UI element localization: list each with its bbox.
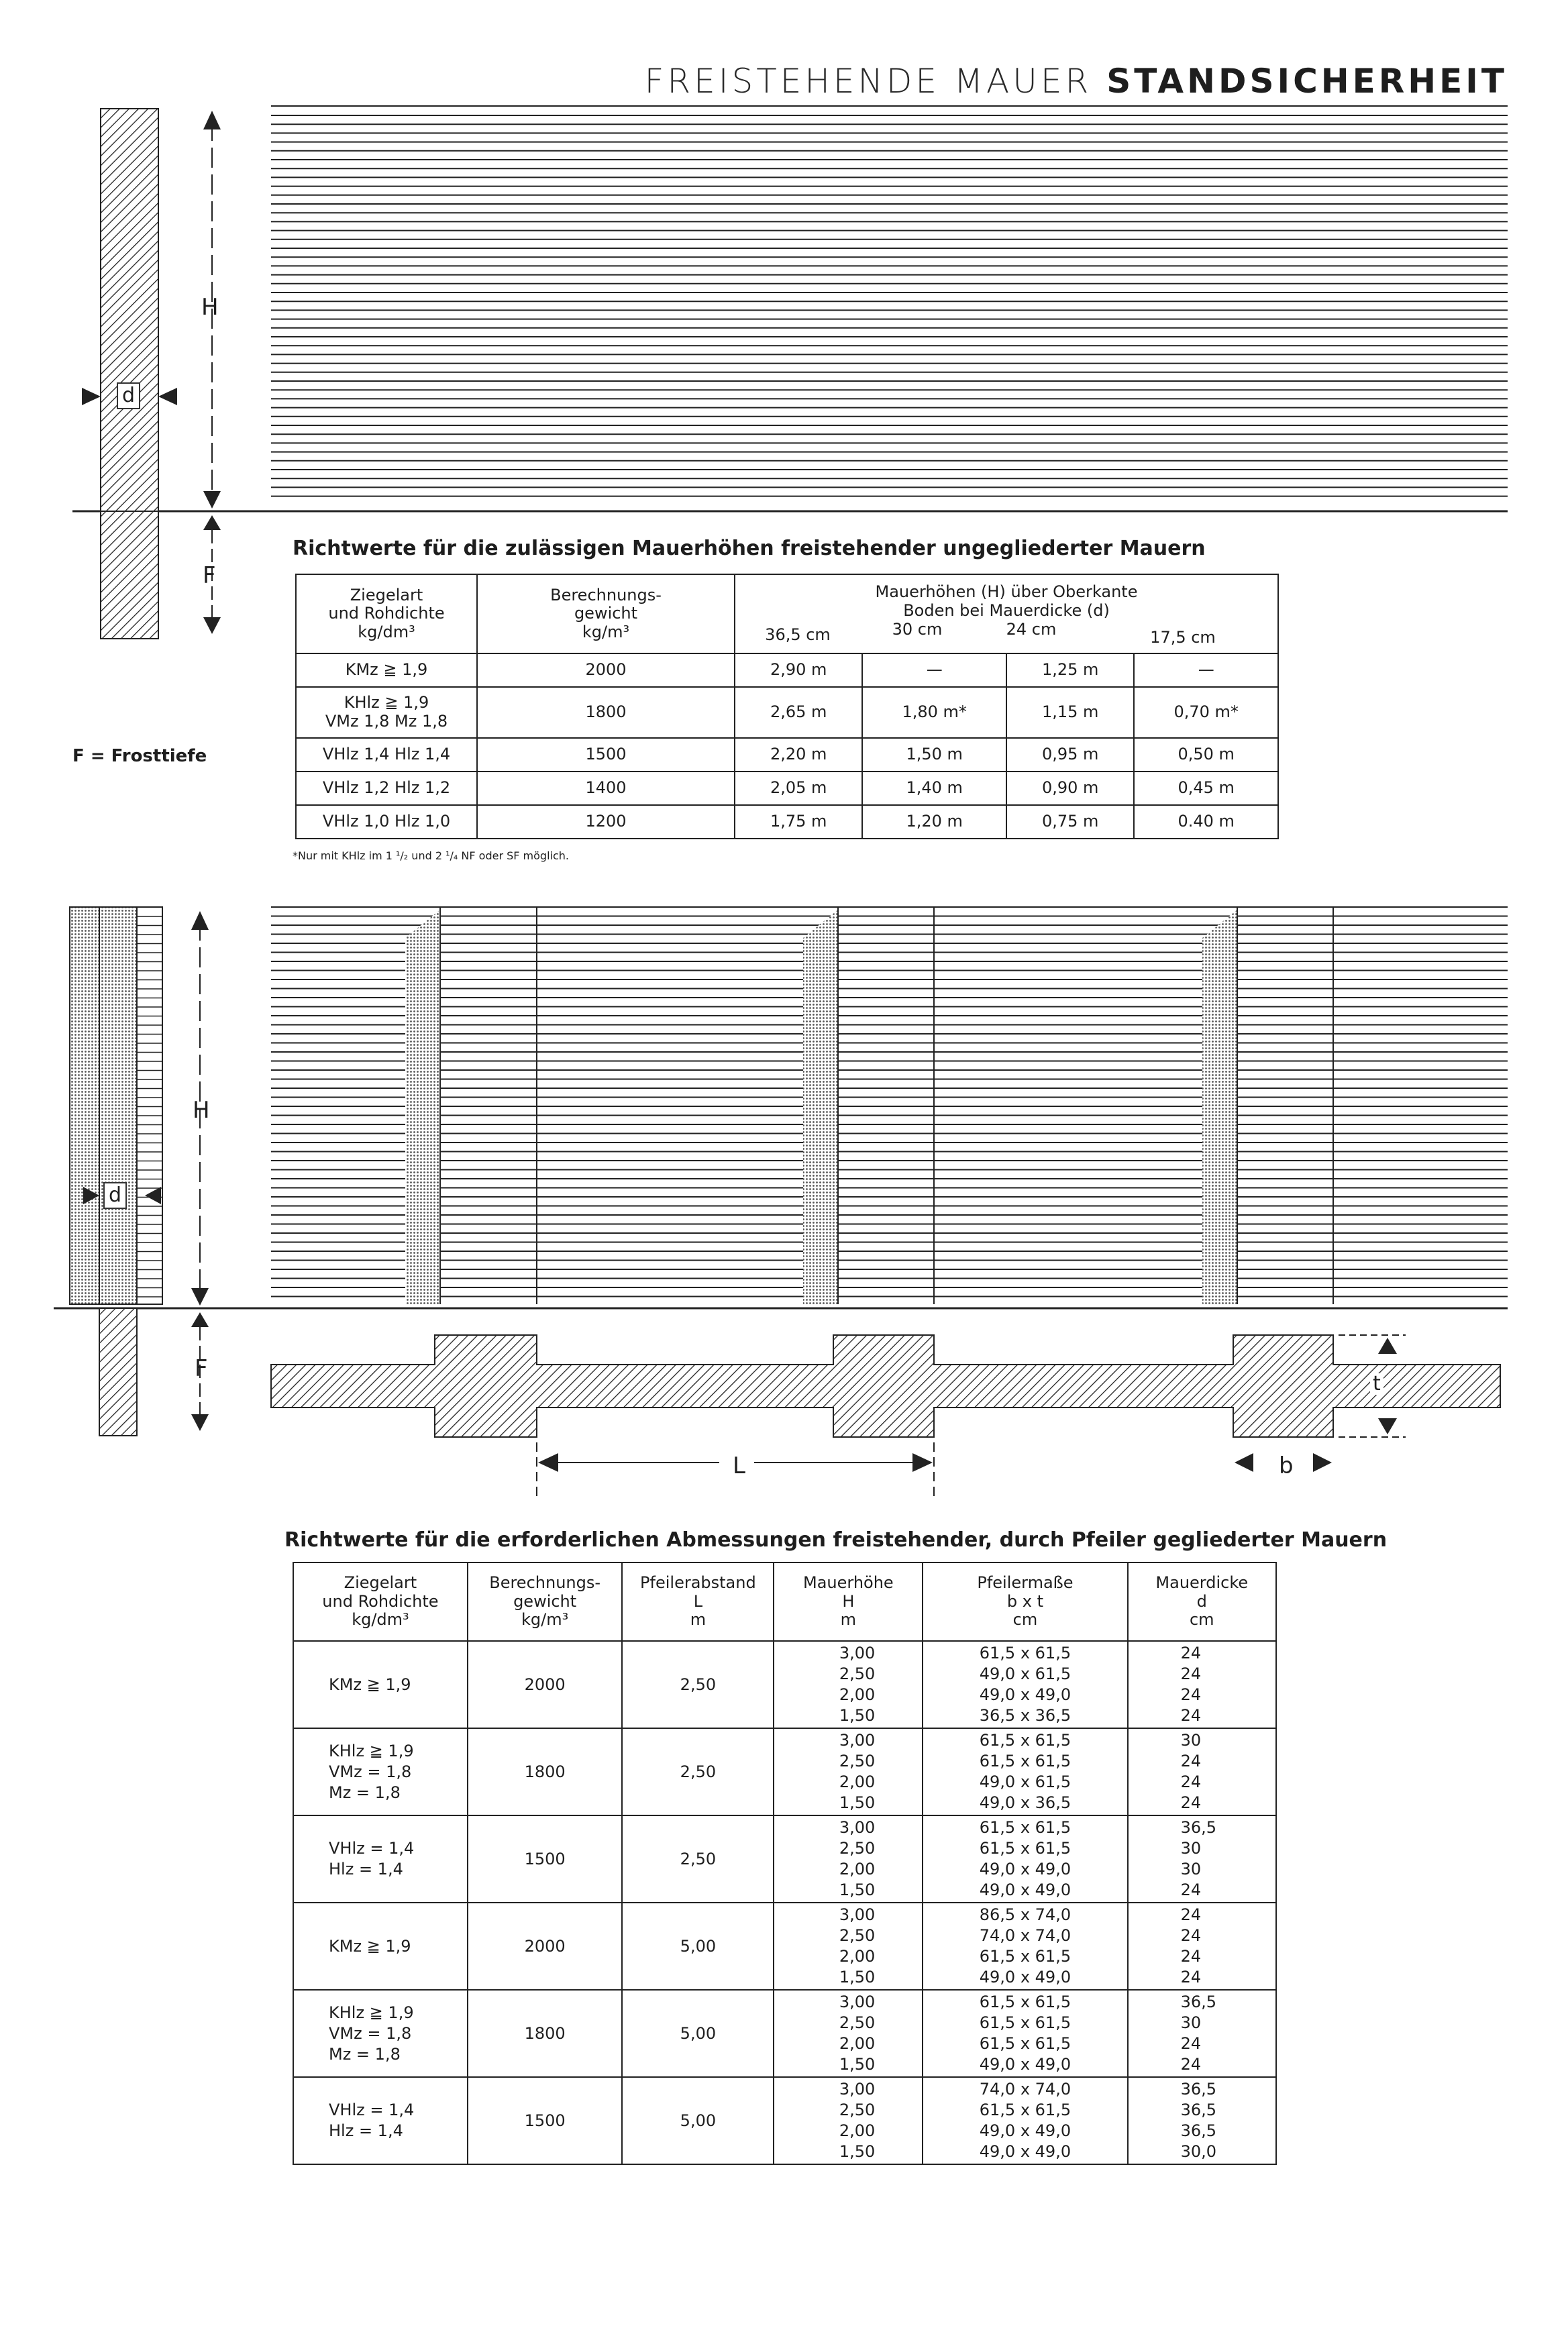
frost-label-pier: F xyxy=(195,1355,208,1382)
width-arrow-left xyxy=(1235,1453,1253,1472)
table-row xyxy=(296,687,1278,738)
spacing-arrow-left xyxy=(538,1453,558,1472)
table2-cell-piers: 86,5 x 74,0 74,0 x 74,0 61,5 x 61,5 49,0 x 49,0 xyxy=(923,1903,1127,1990)
table2-cell-thickness: 36,5 30 24 24 xyxy=(1128,1990,1276,2077)
width-arrow-right xyxy=(1313,1453,1332,1472)
table2-cell-thickness: 24 24 24 24 xyxy=(1128,1903,1276,1990)
table2-cell-thickness: 36,5 36,5 36,5 30,0 xyxy=(1128,2077,1276,2164)
table-cell-weight: 1500 xyxy=(477,738,735,772)
table2-cell-spacing: 5,00 xyxy=(622,1903,774,1990)
table2-cell-piers: 61,5 x 61,5 49,0 x 61,5 49,0 x 49,0 36,5 x 36,5 xyxy=(923,1641,1127,1728)
pier-section-core xyxy=(99,907,137,1304)
table-row-group xyxy=(293,1728,1276,1815)
spacing-arrow-right xyxy=(912,1453,933,1472)
header-line: und Rohdichte xyxy=(328,604,445,623)
table-cell-h24: 1,15 m xyxy=(1006,687,1134,738)
table1-title: Richtwerte für die zulässigen Mauerhöhen freistehender ungegliederter Mauern xyxy=(293,537,1206,560)
table-cell-h24: 0,75 m xyxy=(1006,805,1134,839)
table-cell-weight: 2000 xyxy=(477,653,735,687)
table-cell-h365: 2,90 m xyxy=(735,653,862,687)
thickness-30: 30 cm xyxy=(892,620,943,639)
table-row-group xyxy=(293,1641,1276,1728)
table1-header-weight xyxy=(477,574,735,653)
table2-cell-weight: 1800 xyxy=(468,1990,623,2077)
header-line: Berechnungs- xyxy=(550,585,662,604)
table-row-group xyxy=(293,2077,1276,2164)
table-wall-heights xyxy=(295,574,1279,839)
table-cell-h30: 1,40 m xyxy=(862,772,1006,805)
header-line: Boden bei Mauerdicke (d) xyxy=(903,600,1110,620)
table-row xyxy=(296,653,1278,687)
table-cell-type: KHlz ≧ 1,9 VMz 1,8 Mz 1,8 xyxy=(296,687,477,738)
wall-section-above xyxy=(101,109,158,511)
header-title-bold: STANDSICHERHEIT xyxy=(1106,62,1508,101)
table-row-group xyxy=(293,1903,1276,1990)
page-header xyxy=(645,62,1508,101)
table2-cell-spacing: 5,00 xyxy=(622,1990,774,2077)
pier-width-label: b xyxy=(1279,1452,1294,1479)
plan-view-wall xyxy=(271,1335,1500,1437)
header-line: gewicht xyxy=(574,604,638,623)
table2-cell-weight: 1500 xyxy=(468,2077,623,2164)
depth-arrow-up xyxy=(1378,1338,1397,1354)
header-line: Mauerhöhen (H) über Oberkante xyxy=(875,582,1138,601)
thickness-arrow-left xyxy=(158,388,177,405)
table-cell-h175: 0,70 m* xyxy=(1134,687,1278,738)
table2-cell-weight: 2000 xyxy=(468,1903,623,1990)
table-cell-h24: 1,25 m xyxy=(1006,653,1134,687)
thickness-24: 24 cm xyxy=(1006,620,1057,639)
table-cell-type: VHlz 1,2 Hlz 1,2 xyxy=(296,772,477,805)
table2-header-4: Pfeilermaße b x t cm xyxy=(923,1562,1127,1641)
header-line: kg/m³ xyxy=(582,622,630,641)
table-cell-h24: 0,95 m xyxy=(1006,738,1134,772)
table2-cell-type: VHlz = 1,4 Hlz = 1,4 xyxy=(293,1815,468,1903)
table-cell-h30: 1,50 m xyxy=(862,738,1006,772)
table2-cell-heights: 3,00 2,50 2,00 1,50 xyxy=(774,2077,923,2164)
table-cell-h175: 0,50 m xyxy=(1134,738,1278,772)
table-cell-h365: 2,65 m xyxy=(735,687,862,738)
frost-arrow-up xyxy=(203,515,221,530)
pier-section-back xyxy=(137,907,162,1304)
table2-cell-weight: 1800 xyxy=(468,1728,623,1815)
frost-depth-note: F = Frosttiefe xyxy=(72,746,207,766)
table1-footnote: *Nur mit KHlz im 1 ¹/₂ und 2 ¹/₄ NF oder SF möglich. xyxy=(293,849,569,862)
table-cell-h175: 0.40 m xyxy=(1134,805,1278,839)
table-cell-type: VHlz 1,0 Hlz 1,0 xyxy=(296,805,477,839)
table2-cell-piers: 74,0 x 74,0 61,5 x 61,5 49,0 x 49,0 49,0 x 49,0 xyxy=(923,2077,1127,2164)
table-row-group xyxy=(293,1815,1276,1903)
thickness-label-top: d xyxy=(117,382,140,409)
table2-cell-weight: 2000 xyxy=(468,1641,623,1728)
table-row-group xyxy=(293,1990,1276,2077)
table-cell-weight: 1400 xyxy=(477,772,735,805)
table-cell-h24: 0,90 m xyxy=(1006,772,1134,805)
thickness-label-pier: d xyxy=(103,1182,127,1209)
pier-shading xyxy=(405,910,440,1304)
table-cell-h30: 1,80 m* xyxy=(862,687,1006,738)
table2-header-0: Ziegelart und Rohdichte kg/dm³ xyxy=(293,1562,468,1641)
table2-cell-heights: 3,00 2,50 2,00 1,50 xyxy=(774,1815,923,1903)
height-label-top: H xyxy=(201,294,219,321)
frost-arrow-down xyxy=(191,1414,209,1431)
table1-header-type xyxy=(296,574,477,653)
table2-cell-piers: 61,5 x 61,5 61,5 x 61,5 61,5 x 61,5 49,0 x 49,0 xyxy=(923,1990,1127,2077)
thickness-arrow-right xyxy=(82,388,101,405)
table-cell-h175: 0,45 m xyxy=(1134,772,1278,805)
header-line: kg/dm³ xyxy=(358,622,415,641)
table2-header-3: Mauerhöhe H m xyxy=(774,1562,923,1641)
table2-header-5: Mauerdicke d cm xyxy=(1128,1562,1276,1641)
table2-cell-thickness: 24 24 24 24 xyxy=(1128,1641,1276,1728)
table2-cell-weight: 1500 xyxy=(468,1815,623,1903)
arrow-up xyxy=(191,911,209,930)
arrow-down xyxy=(191,1288,209,1306)
depth-arrow-down xyxy=(1378,1418,1397,1434)
table2-cell-type: KHlz ≧ 1,9 VMz = 1,8 Mz = 1,8 xyxy=(293,1728,468,1815)
frost-label-top: F xyxy=(203,562,216,589)
table2-cell-type: KHlz ≧ 1,9 VMz = 1,8 Mz = 1,8 xyxy=(293,1990,468,2077)
pier-shading xyxy=(1202,910,1237,1304)
table2-cell-spacing: 2,50 xyxy=(622,1728,774,1815)
table2-cell-thickness: 36,5 30 30 24 xyxy=(1128,1815,1276,1903)
table-cell-type: VHlz 1,4 Hlz 1,4 xyxy=(296,738,477,772)
height-label-pier: H xyxy=(193,1097,210,1124)
table2-cell-type: VHlz = 1,4 Hlz = 1,4 xyxy=(293,2077,468,2164)
pier-depth-label: t xyxy=(1370,1373,1383,1395)
frost-arrow-up xyxy=(191,1312,209,1327)
table1-header-heights xyxy=(735,574,1278,653)
spacing-label: L xyxy=(733,1452,745,1479)
pier-shading xyxy=(803,910,838,1304)
frost-arrow-down xyxy=(203,617,221,634)
arrow-up xyxy=(203,111,221,129)
table2-cell-type: KMz ≧ 1,9 xyxy=(293,1641,468,1728)
table2-title: Richtwerte für die erforderlichen Abmessungen freistehender, durch Pfeiler gegliederter Mauern xyxy=(284,1528,1388,1552)
table-cell-h365: 2,20 m xyxy=(735,738,862,772)
pier-section-foundation xyxy=(99,1308,137,1436)
table-cell-h365: 2,05 m xyxy=(735,772,862,805)
table-cell-h365: 1,75 m xyxy=(735,805,862,839)
table-cell-h30: 1,20 m xyxy=(862,805,1006,839)
table2-cell-heights: 3,00 2,50 2,00 1,50 xyxy=(774,1641,923,1728)
table2-cell-piers: 61,5 x 61,5 61,5 x 61,5 49,0 x 61,5 49,0 x 36,5 xyxy=(923,1728,1127,1815)
thickness-17-5: 17,5 cm xyxy=(1150,628,1216,647)
wall-section-foundation xyxy=(101,511,158,639)
table-row xyxy=(296,805,1278,839)
table-cell-type: KMz ≧ 1,9 xyxy=(296,653,477,687)
table-cell-h175: — xyxy=(1134,653,1278,687)
table-cell-weight: 1800 xyxy=(477,687,735,738)
table-cell-h30: — xyxy=(862,653,1006,687)
table2-cell-spacing: 5,00 xyxy=(622,2077,774,2164)
pier-section-face xyxy=(70,907,99,1304)
table-pier-dimensions xyxy=(293,1562,1277,2165)
table2-cell-spacing: 2,50 xyxy=(622,1815,774,1903)
table2-cell-thickness: 30 24 24 24 xyxy=(1128,1728,1276,1815)
table-cell-weight: 1200 xyxy=(477,805,735,839)
arrow-down xyxy=(203,491,221,509)
table2-header-1: Berechnungs- gewicht kg/m³ xyxy=(468,1562,623,1641)
table2-header-2: Pfeilerabstand L m xyxy=(622,1562,774,1641)
table-row xyxy=(296,738,1278,772)
table2-cell-type: KMz ≧ 1,9 xyxy=(293,1903,468,1990)
table2-cell-heights: 3,00 2,50 2,00 1,50 xyxy=(774,1903,923,1990)
header-line: Ziegelart xyxy=(350,585,423,604)
table2-cell-piers: 61,5 x 61,5 61,5 x 61,5 49,0 x 49,0 49,0 x 49,0 xyxy=(923,1815,1127,1903)
table-row xyxy=(296,772,1278,805)
table2-cell-heights: 3,00 2,50 2,00 1,50 xyxy=(774,1990,923,2077)
header-title-light: FREISTEHENDE MAUER xyxy=(644,62,1092,101)
table2-cell-heights: 3,00 2,50 2,00 1,50 xyxy=(774,1728,923,1815)
table2-cell-spacing: 2,50 xyxy=(622,1641,774,1728)
thickness-36-5: 36,5 cm xyxy=(765,625,831,644)
